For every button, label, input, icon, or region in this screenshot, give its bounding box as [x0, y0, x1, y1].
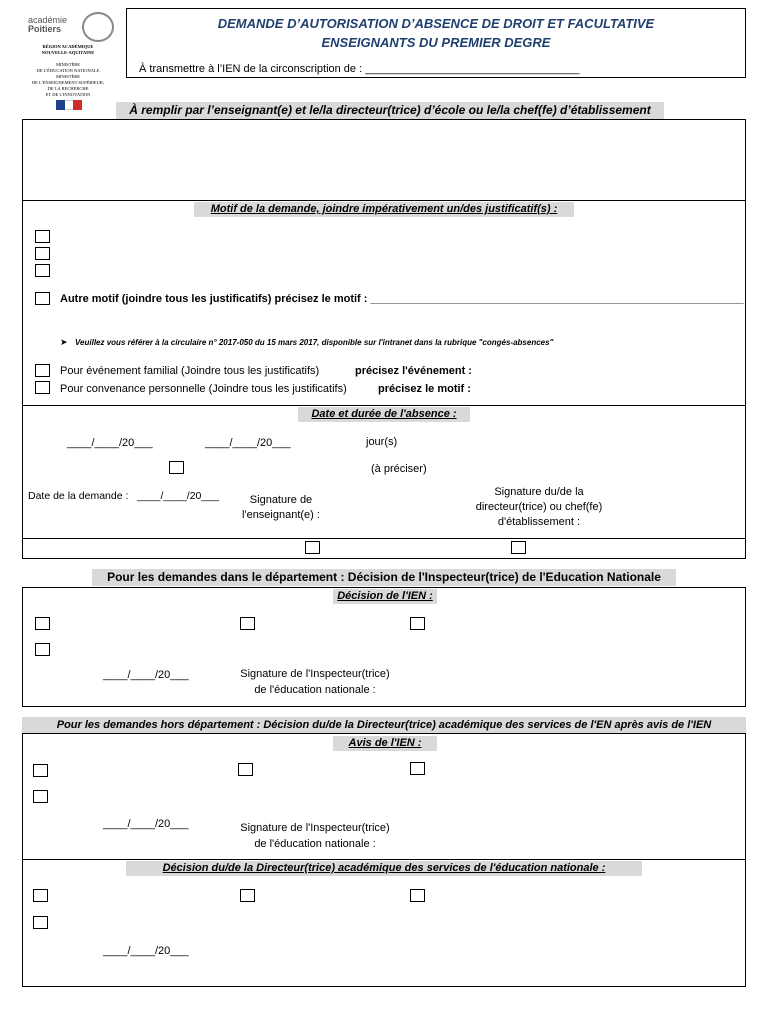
decision-ien-band: Décision de l'IEN : [333, 589, 437, 604]
hors-avis-checkbox-3[interactable] [410, 762, 425, 775]
motif-checkbox-1[interactable] [35, 230, 50, 243]
date-to-field[interactable]: ____/____/20___ [205, 437, 291, 449]
academie-logo-e-icon [82, 12, 114, 42]
dept-checkbox-1[interactable] [35, 617, 50, 630]
motif-checkbox-2[interactable] [35, 247, 50, 260]
departement-band: Pour les demandes dans le département : Décision de l'Inspecteur(trice) de l'Education Nationale [92, 569, 676, 586]
date-band: Date et durée de l'absence : [298, 407, 470, 422]
avis-checkbox-1[interactable] [305, 541, 320, 554]
document-title: DEMANDE D’AUTORISATION D’ABSENCE DE DROIT ET FACULTATIVE ENSEIGNANTS DU PREMIER DEGRE [217, 16, 655, 50]
dasen-checkbox-2[interactable] [240, 889, 255, 902]
sig-directeur-label: Signature du/de la directeur(trice) ou chef(fe) d'établissement : [475, 486, 603, 528]
familial-precise-label: précisez l'événement : [355, 365, 472, 377]
hors-avis-checkbox-4[interactable] [33, 790, 48, 803]
sig-enseignant-label: Signature de l'enseignant(e) : [242, 494, 320, 521]
hors-avis-checkbox-1[interactable] [33, 764, 48, 777]
circulaire-note: Veuillez vous référer à la circulaire n° 2017-050 du 15 mars 2017, disponible sur l'intranet dans la rubrique "congés-absences" [75, 338, 554, 347]
hors-dept-band: Pour les demandes hors département : Décision du/de la Directeur(trice) académique des services de l'EN après avis de l'IEN [22, 717, 746, 733]
header-box [126, 8, 746, 78]
dept-checkbox-3[interactable] [410, 617, 425, 630]
hors-avis-signature-label: Signature de l'Inspecteur(trice) de l'éducation nationale : [240, 822, 390, 850]
republique-flag-icon [56, 100, 82, 110]
motif-band: Motif de la demande, joindre impérativement un/des justificatif(s) : [194, 202, 574, 217]
dasen-date-field[interactable]: ____/____/20___ [103, 945, 189, 957]
dept-date-field[interactable]: ____/____/20___ [103, 669, 189, 681]
dept-checkbox-4[interactable] [35, 643, 50, 656]
hors-avis-date-field[interactable]: ____/____/20___ [103, 818, 189, 830]
decision-dasen-band: Décision du/de la Directeur(trice) académique des services de l'éducation nationale : [126, 861, 642, 876]
region-name: RÉGION ACADÉMIQUE NOUVELLE-AQUITAINE [41, 44, 95, 55]
arrow-bullet-icon: ➤ [60, 337, 68, 347]
teacher-info-box[interactable] [22, 119, 746, 201]
autre-motif-checkbox[interactable] [35, 292, 50, 305]
hors-avis-checkbox-2[interactable] [238, 763, 253, 776]
date-from-field[interactable]: ____/____/20___ [67, 437, 153, 449]
academie-name: académie Poitiers [28, 15, 68, 34]
avis-ien-band: Avis de l'IEN : [333, 736, 437, 751]
familial-checkbox[interactable] [35, 364, 50, 377]
ministere-name: MINISTÈRE DE L'ÉDUCATION NATIONALE MINISTÈRE DE L'ENSEIGNEMENT SUPÉRIEUR, DE LA RECHERCHE ET DE L'INNOVATION [31, 62, 105, 97]
convenance-precise-label: précisez le motif : [378, 383, 471, 395]
teacher-section-band: À remplir par l’enseignant(e) et le/la directeur(trice) d’école ou le/la chef(fe) d’établissement [116, 102, 664, 119]
avis-checkbox-2[interactable] [511, 541, 526, 554]
academie-logo [22, 10, 118, 116]
date-checkbox[interactable] [169, 461, 184, 474]
dept-checkbox-2[interactable] [240, 617, 255, 630]
dept-signature-label: Signature de l'Inspecteur(trice) de l'éducation nationale : [240, 668, 390, 696]
convenance-label: Pour convenance personnelle (Joindre tous les justificatifs) [60, 383, 347, 395]
date-demande-field[interactable]: Date de la demande : ____/____/20___ [28, 490, 219, 502]
jours-label: jour(s) [366, 436, 398, 448]
convenance-checkbox[interactable] [35, 381, 50, 394]
dasen-checkbox-4[interactable] [33, 916, 48, 929]
avis-strip [22, 538, 746, 559]
a-preciser-label: (à préciser) [371, 463, 427, 475]
autre-motif-label: Autre motif (joindre tous les justificatifs) précisez le motif : _____________________________________________________________ [60, 293, 744, 305]
dasen-checkbox-3[interactable] [410, 889, 425, 902]
dasen-checkbox-1[interactable] [33, 889, 48, 902]
familial-label: Pour événement familial (Joindre tous les justificatifs) [60, 365, 320, 377]
motif-checkbox-3[interactable] [35, 264, 50, 277]
hors-divider [22, 859, 746, 860]
transmettre-line: À transmettre à l’IEN de la circonscription de : ___________________________________ [139, 63, 580, 75]
